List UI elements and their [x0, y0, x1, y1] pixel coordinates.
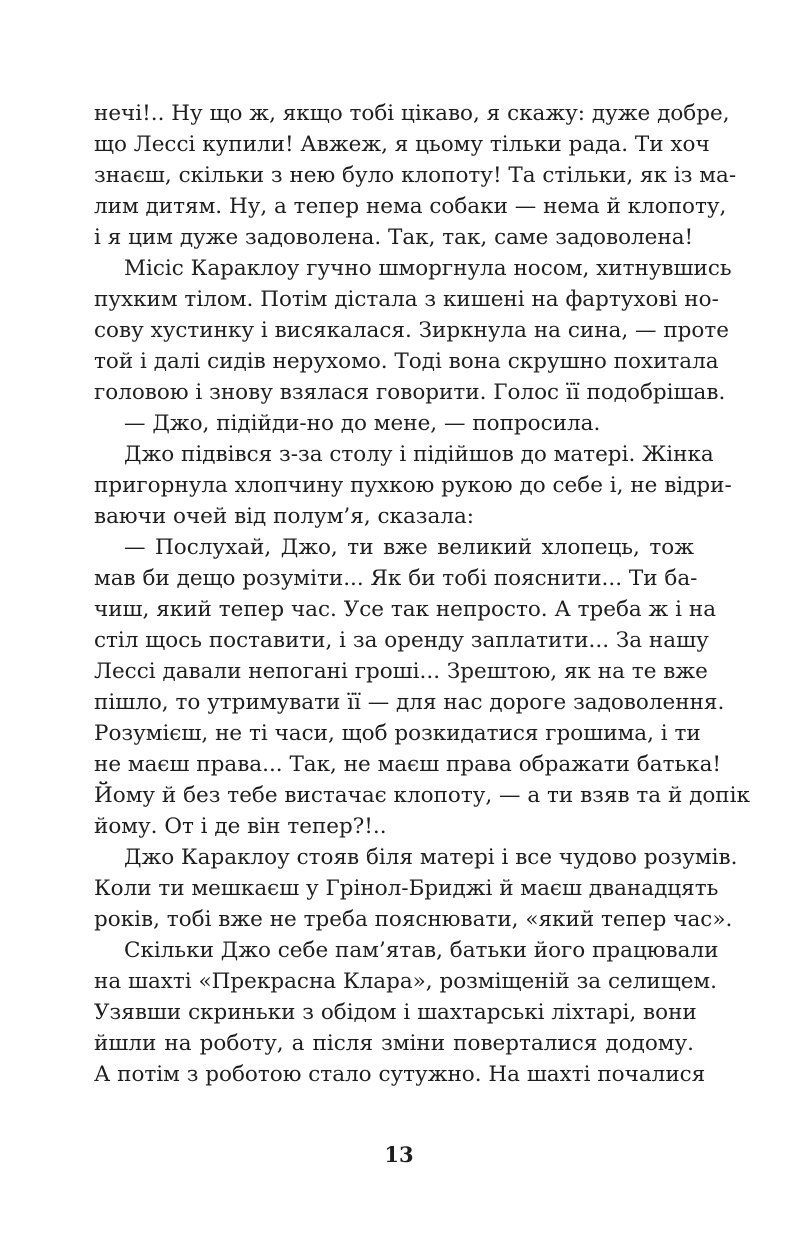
- text-line: Йому й без тебе вистачає клопоту, — а ти взяв та й допік: [94, 783, 750, 808]
- text-line: років, тобі вже не треба пояснювати, «який тепер час».: [94, 907, 733, 932]
- text-line: Лессі давали непогані гроші... Зрештою, як на те вже: [94, 659, 708, 684]
- page-number: 13: [384, 1142, 414, 1167]
- text-line: пухким тілом. Потім дістала з кишені на фартухові но-: [94, 287, 719, 312]
- text-line: йому. От і де він тепер?!..: [94, 814, 387, 839]
- text-line: що Лессі купили! Авжеж, я цьому тільки рада. Ти хоч: [94, 132, 710, 157]
- text-line: пішло, то утримувати її — для нас дороге задоволення.: [94, 690, 725, 715]
- text-line: Місіс Караклоу гучно шморгнула носом, хитнувшись: [124, 256, 732, 281]
- text-line: — Джо, підійди-но до мене, — попросила.: [124, 411, 601, 436]
- text-line: нечі!.. Ну що ж, якщо тобі цікаво, я скажу: дуже добре,: [94, 101, 730, 126]
- text-line: Розумієш, не ті часи, щоб розкидатися грошима, і ти: [94, 721, 701, 746]
- text-line: Джо підвівся з-за столу і підійшов до матері. Жінка: [124, 442, 714, 467]
- text-line: Скільки Джо себе пам’ятав, батьки його працювали: [124, 938, 719, 963]
- text-line: Узявши скриньки з обідом і шахтарські ліхтарі, вони: [94, 1000, 697, 1025]
- text-line: ваючи очей від полум’я, сказала:: [94, 504, 475, 529]
- text-line: той і далі сидів нерухомо. Тоді вона скрушно похитала: [94, 349, 719, 374]
- text-line: не маєш права... Так, не маєш права ображати батька!: [94, 752, 722, 777]
- text-line: і я цим дуже задоволена. Так, так, саме задоволена!: [94, 225, 694, 250]
- page-body: [94, 98, 750, 1090]
- text-line: сову хустинку і висякалася. Зиркнула на сина, — проте: [94, 318, 729, 343]
- text-line: головою і знову взялася говорити. Голос її подобрішав.: [94, 380, 726, 405]
- text-line: — Послухай, Джо, ти вже великий хлопець, тож: [124, 535, 694, 560]
- text-line: чиш, який тепер час. Усе так непросто. А треба ж і на: [94, 597, 717, 622]
- text-line: Джо Караклоу стояв біля матері і все чудово розумів.: [124, 845, 738, 870]
- text-line: лим дитям. Ну, а тепер нема собаки — нема й клопоту,: [94, 194, 727, 219]
- text-line: стіл щось поставити, і за оренду заплатити... За нашу: [94, 628, 709, 653]
- text-line: пригорнула хлопчину пухкою рукою до себе і, не відри-: [94, 473, 732, 498]
- text-line: на шахті «Прекрасна Клара», розміщеній за селищем.: [94, 969, 717, 994]
- text-line: Коли ти мешкаєш у Грінол-Бриджі й маєш дванадцять: [94, 876, 719, 901]
- text-line: йшли на роботу, а після зміни поверталися додому.: [94, 1031, 694, 1056]
- text-line: знаєш, скільки з нею було клопоту! Та стільки, як із ма-: [94, 163, 737, 188]
- text-line: А потім з роботою стало сутужно. На шахті почалися: [94, 1062, 706, 1087]
- text-line: мав би дещо розуміти... Як би тобі пояснити... Ти ба-: [94, 566, 698, 591]
